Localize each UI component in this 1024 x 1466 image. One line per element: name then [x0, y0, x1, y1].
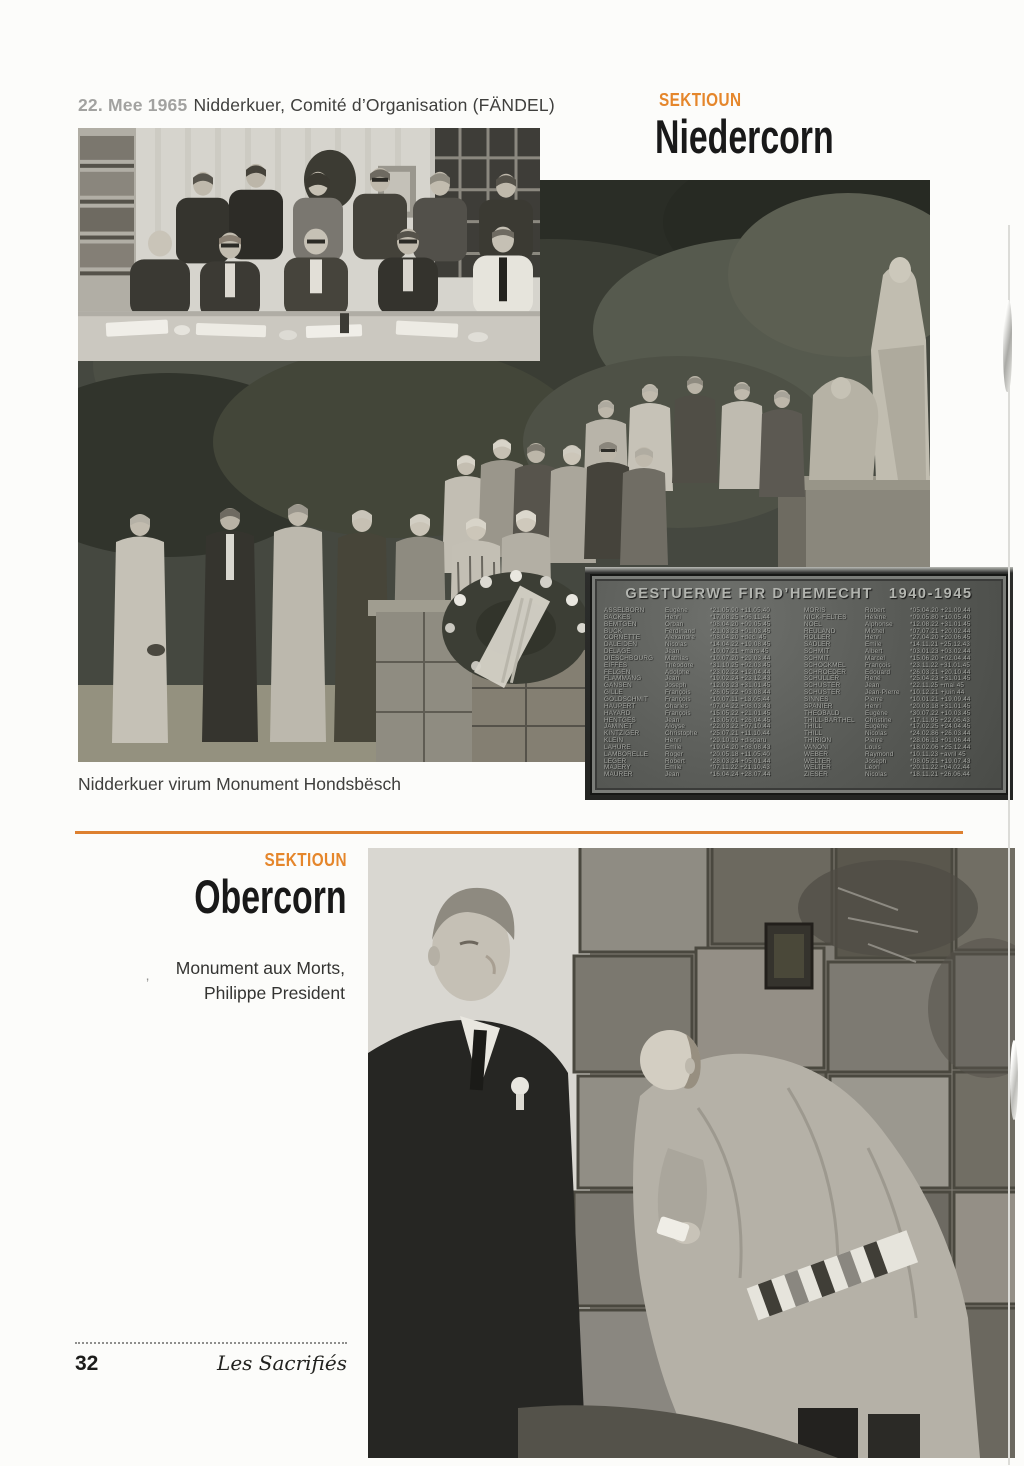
plaque-row: BEMTGEN Orban *08.04.20 +09.05.45	[604, 620, 771, 628]
plaque-columns	[595, 602, 1003, 779]
page-curl-mark	[1010, 1040, 1018, 1120]
plaque-row: THILL Nicolas *24.02.86 +26.03.44	[804, 730, 971, 738]
photo-memorial-plaque	[585, 567, 1013, 800]
plaque-row: JAMINET Aloyse *22.03.22 +07.10.44	[604, 723, 771, 731]
plaque-row: SINNES Pierre *10.01.21 +19.09.44	[804, 695, 971, 703]
plaque-row: THIRION Pierre *28.06.13 +01.06.44	[804, 737, 971, 745]
plaque-right-column	[804, 608, 994, 779]
plaque-row: GOLDSCHMIT François *10.07.11 +13.05.44	[604, 695, 771, 703]
plaque-row: ROLLER Henri *27.04.20 +20.06.45	[804, 634, 971, 642]
plaque-row: HAYARD François *15.05.22 +21.01.45	[604, 709, 771, 717]
plaque-row: LAHURE Emile *19.04.20 +08.08.43	[604, 743, 771, 751]
obercorn-illustration	[368, 848, 1015, 1458]
plaque-row: LEGER Robert *28.03.24 +05.01.44	[604, 757, 771, 765]
plaque-row: WELTER Joseph *08.05.21 +19.07.43	[804, 757, 971, 765]
book-title: Les Sacrifiés	[217, 1351, 347, 1375]
plaque-row: SADLER Emile *14.11.21 +25.12.43	[804, 641, 971, 649]
plaque-row: BACKES Henri *17.08.25 +06.11.44	[604, 613, 771, 621]
stray-print-mark: ’	[146, 975, 150, 991]
plaque-left-column	[604, 608, 794, 779]
plaque-row: DALEIDEN Nicolas *14.04.22 +19.08.45	[604, 641, 771, 649]
plaque-row: SCHOCKMEL François *23.11.22 +31.01.45	[804, 661, 971, 669]
plaque-row: HAUPERT Charles *07.04.22 +08.03.43	[604, 702, 771, 710]
page-number: 32	[75, 1352, 99, 1375]
page-edge-line	[1008, 225, 1010, 1465]
section-title: Obercorn	[194, 870, 347, 923]
committee-illustration	[78, 128, 540, 361]
plaque-row: MAJERY Emile *07.11.22 +21.10.43	[604, 764, 771, 772]
photo-caption-top	[78, 95, 555, 116]
plaque-row: CORNETTE Alexandre *08.04.20 +déc. 45	[604, 634, 767, 642]
plaque-row: THILL-BARTHEL Christine *17.11.95 +22.06.43	[804, 716, 971, 724]
plaque-row: FLAMMANG Jean *19.02.24 +23.12.43	[604, 675, 771, 683]
meeting-table	[78, 311, 540, 361]
plaque-years: 1940-1945	[888, 586, 973, 602]
section-heading-niedercorn	[655, 90, 903, 163]
page-footer	[75, 1342, 347, 1376]
plaque-row: WEBER Raymond *10.11.23 +avril 45	[804, 750, 966, 758]
section-kicker: SEKTIOUN	[264, 850, 347, 870]
plaque-row: BUCK Ferdinand *21.03.23 +01.03.45	[604, 627, 771, 635]
plaque-title-text: GESTUERWE FIR D’HEMECHT	[625, 586, 873, 602]
plaque-row: EIFFES Théodore *31.10.25 +02.03.45	[604, 661, 771, 669]
plaque-row: REULAND Michel *07.07.21 +20.02.44	[804, 627, 971, 635]
photo-caption-monument: Nidderkuer virum Monument Hondsbësch	[78, 774, 401, 794]
section-kicker: SEKTIOUN	[659, 90, 742, 110]
caption-text: Nidderkuer, Comité d’Organisation (FÄNDEL)	[193, 95, 555, 115]
plaque-row: SCHROEDER Edouard *26.03.21 +20.10.44	[804, 668, 971, 676]
plaque-row: DELAGE Jean *10.07.21 +mars 45	[604, 648, 769, 656]
plaque-row: VANONI Louis *18.02.06 +25.12.44	[804, 743, 971, 751]
section-heading-obercorn	[27, 850, 347, 923]
plaque-row: DIESCHBOURG Mathias *10.07.20 +29.03.44	[604, 654, 771, 662]
plaque-row: LAMBORELLE Roger *20.05.18 +11.05.40	[604, 750, 771, 758]
plaque-row: ZIESER Nicolas *18.11.21 +26.06.44	[804, 771, 971, 779]
wall-plaque	[766, 924, 812, 988]
caption-line-2: Philippe President	[203, 983, 345, 1004]
photo-obercorn-monument	[368, 848, 1015, 1458]
page-curl-mark	[1003, 300, 1012, 392]
bookshelf	[78, 128, 136, 327]
plaque-row: THEOBALD Eugène *30.07.22 +10.03.45	[804, 709, 971, 717]
plaque-row: THILL Eugène *17.02.25 +24.04.45	[804, 723, 971, 731]
memorial-plaque	[592, 576, 1006, 793]
caption-date: 22. Mee 1965	[78, 95, 188, 115]
photo-committee	[78, 128, 540, 361]
plaque-row: KINTZIGER Christophe *25.07.21 +11.10.44	[604, 730, 771, 738]
plaque-row: FELGEN Adolphe *23.02.22 +12.04.44	[604, 668, 771, 676]
plaque-row: NICK-FELTES Hélène *09.05.80 +10.05.40	[804, 613, 971, 621]
plaque-row: NOEL Alphonse *12.08.22 +31.01.45	[804, 620, 971, 628]
plaque-row: SCHMIT Marcel *15.06.20 +02.04.44	[804, 654, 971, 662]
plaque-row: ASSELBORN Eugène *21.05.90 +11.05.40	[604, 607, 771, 614]
plaque-row: MAURER Jean *16.04.24 +28.07.44	[604, 771, 771, 779]
plaque-row: MORIS Robert *05.04.20 +21.09.44	[804, 607, 971, 614]
section-divider	[75, 831, 963, 834]
plaque-row: SCHMIT Albert *03.01.23 +03.02.44	[804, 648, 971, 656]
photo-caption-obercorn	[45, 956, 345, 1007]
plaque-row: SPANIER Henri *20.03.18 +31.01.45	[804, 702, 971, 710]
plaque-title	[595, 586, 1003, 602]
plaque-row: GANSEN Joseph *12.03.23 +31.01.45	[604, 682, 771, 690]
plaque-row: GILLE François *26.05.22 +03.08.44	[604, 689, 771, 697]
section-title: Niedercorn	[655, 110, 834, 163]
plaque-row: SCHUSTER Jean *22.11.25 +mai 45	[804, 682, 965, 690]
plaque-row: SCHULLER René *25.04.23 +31.01.45	[804, 675, 971, 683]
plaque-row: HENTGES Jean *13.05.01 +26.04.45	[604, 716, 771, 724]
plaque-row: KLEIN Henri *29.10.19 +disparu	[604, 737, 767, 745]
plaque-row: SCHUSTER Jean-Pierre *10.12.21 +juin 44	[804, 689, 965, 697]
plaque-row: WELTER Léon *20.11.22 +04.02.44	[804, 764, 971, 772]
caption-line-1: Monument aux Morts,	[175, 958, 345, 978]
